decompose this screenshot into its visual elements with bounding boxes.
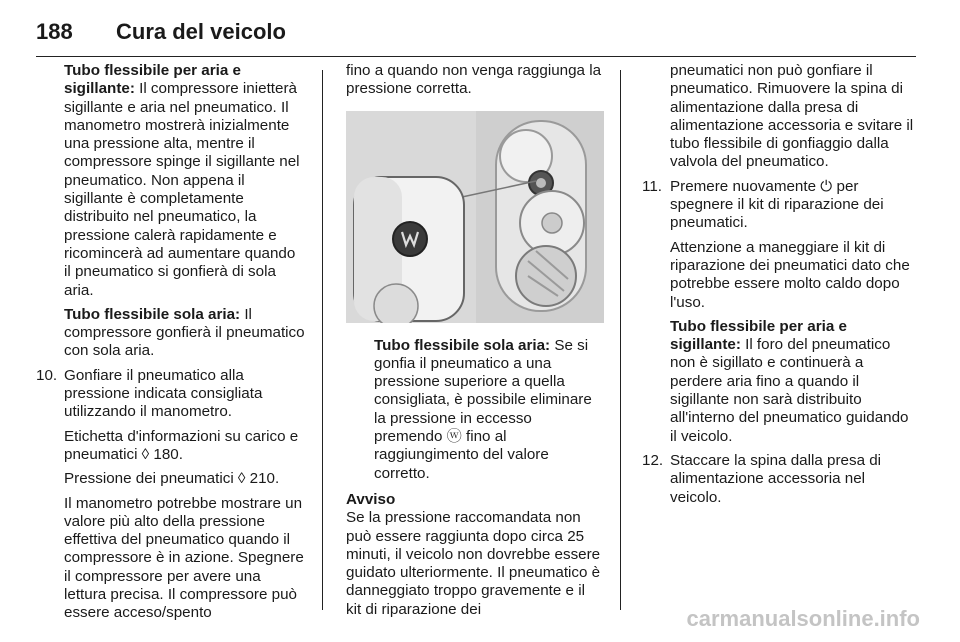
list-item-10: 10. Gonfiare il pneumatico alla pressione indicata consigliata utilizzando il manometro. [36, 366, 263, 421]
paragraph-air-only: Tubo flessibile sola aria: Il compressore gonfierà il pneumatico con sola aria. [64, 305, 305, 360]
column-divider [322, 70, 323, 610]
compressor-illustration-icon [346, 111, 604, 323]
link-tyre-pressure[interactable]: Pressione dei pneumatici ◊ 210. [64, 470, 280, 488]
link-load-label[interactable]: Etichetta d'informazioni su carico e pneumatici ◊ 180. [64, 427, 299, 463]
paragraph-air-sealant: Tubo flessibile per aria e sigillante: Il compressore inietterà sigillante e aria nel pneumatico. Il manometro mostrerà inizialmente una pressione alta, mentre il compressore spinge il sigillante nel pneumatico. Non appena il sigillante è completamente distribuito nel pneumatico, la pressione calerà rapidamente e ricomincerà ad aumentare quando il pneumatico si gonfierà di sola aria. [64, 62, 300, 299]
paragraph-gauge-note: Il manometro potrebbe mostrare un valore più alto della pressione effettiva del pneumatico quando il compressore è in azione. Spegnere il compressore per avere una lettura precisa. Il compressore può essere acceso/spento [64, 494, 304, 622]
page-header [36, 14, 916, 50]
column-3 [642, 62, 918, 513]
paragraph-air-only-deflate: Tubo flessibile sola aria: Se si gonfia il pneumatico a una pressione superiore a quella consigliata, è possibile eliminare la pressione in eccesso premendo ⓦ fino al raggiungimento del valore corretto. [374, 336, 592, 482]
page-title: Cura del veicolo [116, 19, 286, 44]
column-1 [36, 62, 306, 629]
paragraph-continued-3: pneumatici non può gonfiare il pneumatico. Rimuovere la spina di alimentazione dalla presa di alimentazione accessoria e svitare il tubo flessibile di gonfiaggio dalla valvola del pneumatico. [670, 62, 914, 171]
column-2 [346, 62, 604, 625]
header-rule [36, 56, 916, 57]
list-item-12: 12. Staccare la spina dalla presa di alimentazione accessoria nel veicolo. [642, 451, 882, 506]
paragraph-caution: Attenzione a maneggiare il kit di riparazione dei pneumatici dato che potrebbe essere molto caldo dopo l'uso. [670, 238, 910, 311]
watermark: carmanualsonline.info [686, 606, 920, 631]
compressor-illustration [346, 111, 604, 323]
list-item-11: 11. Premere nuovamente ⏻ per spegnere il kit di riparazione dei pneumatici. [642, 177, 884, 232]
page-number: 188 [36, 19, 73, 44]
note-heading: Avviso [346, 490, 396, 508]
note-text: Se la pressione raccomandata non può essere raggiunta dopo circa 25 minuti, il veicolo non dovrebbe essere guidato ulteriormente. Il pneumatico è danneggiato troppo gravemente e il kit di riparazione dei [346, 509, 601, 618]
column-divider [620, 70, 621, 610]
paragraph-continued: fino a quando non venga raggiunga la pressione corretta. [346, 62, 602, 98]
paragraph-air-sealant-2: Tubo flessibile per aria e sigillante: Il foro del pneumatico non è sigillato e continuerà a perdere aria fino a quando il sigillante non sarà distribuito all'interno del pneumatico guidando il veicolo. [670, 317, 909, 445]
